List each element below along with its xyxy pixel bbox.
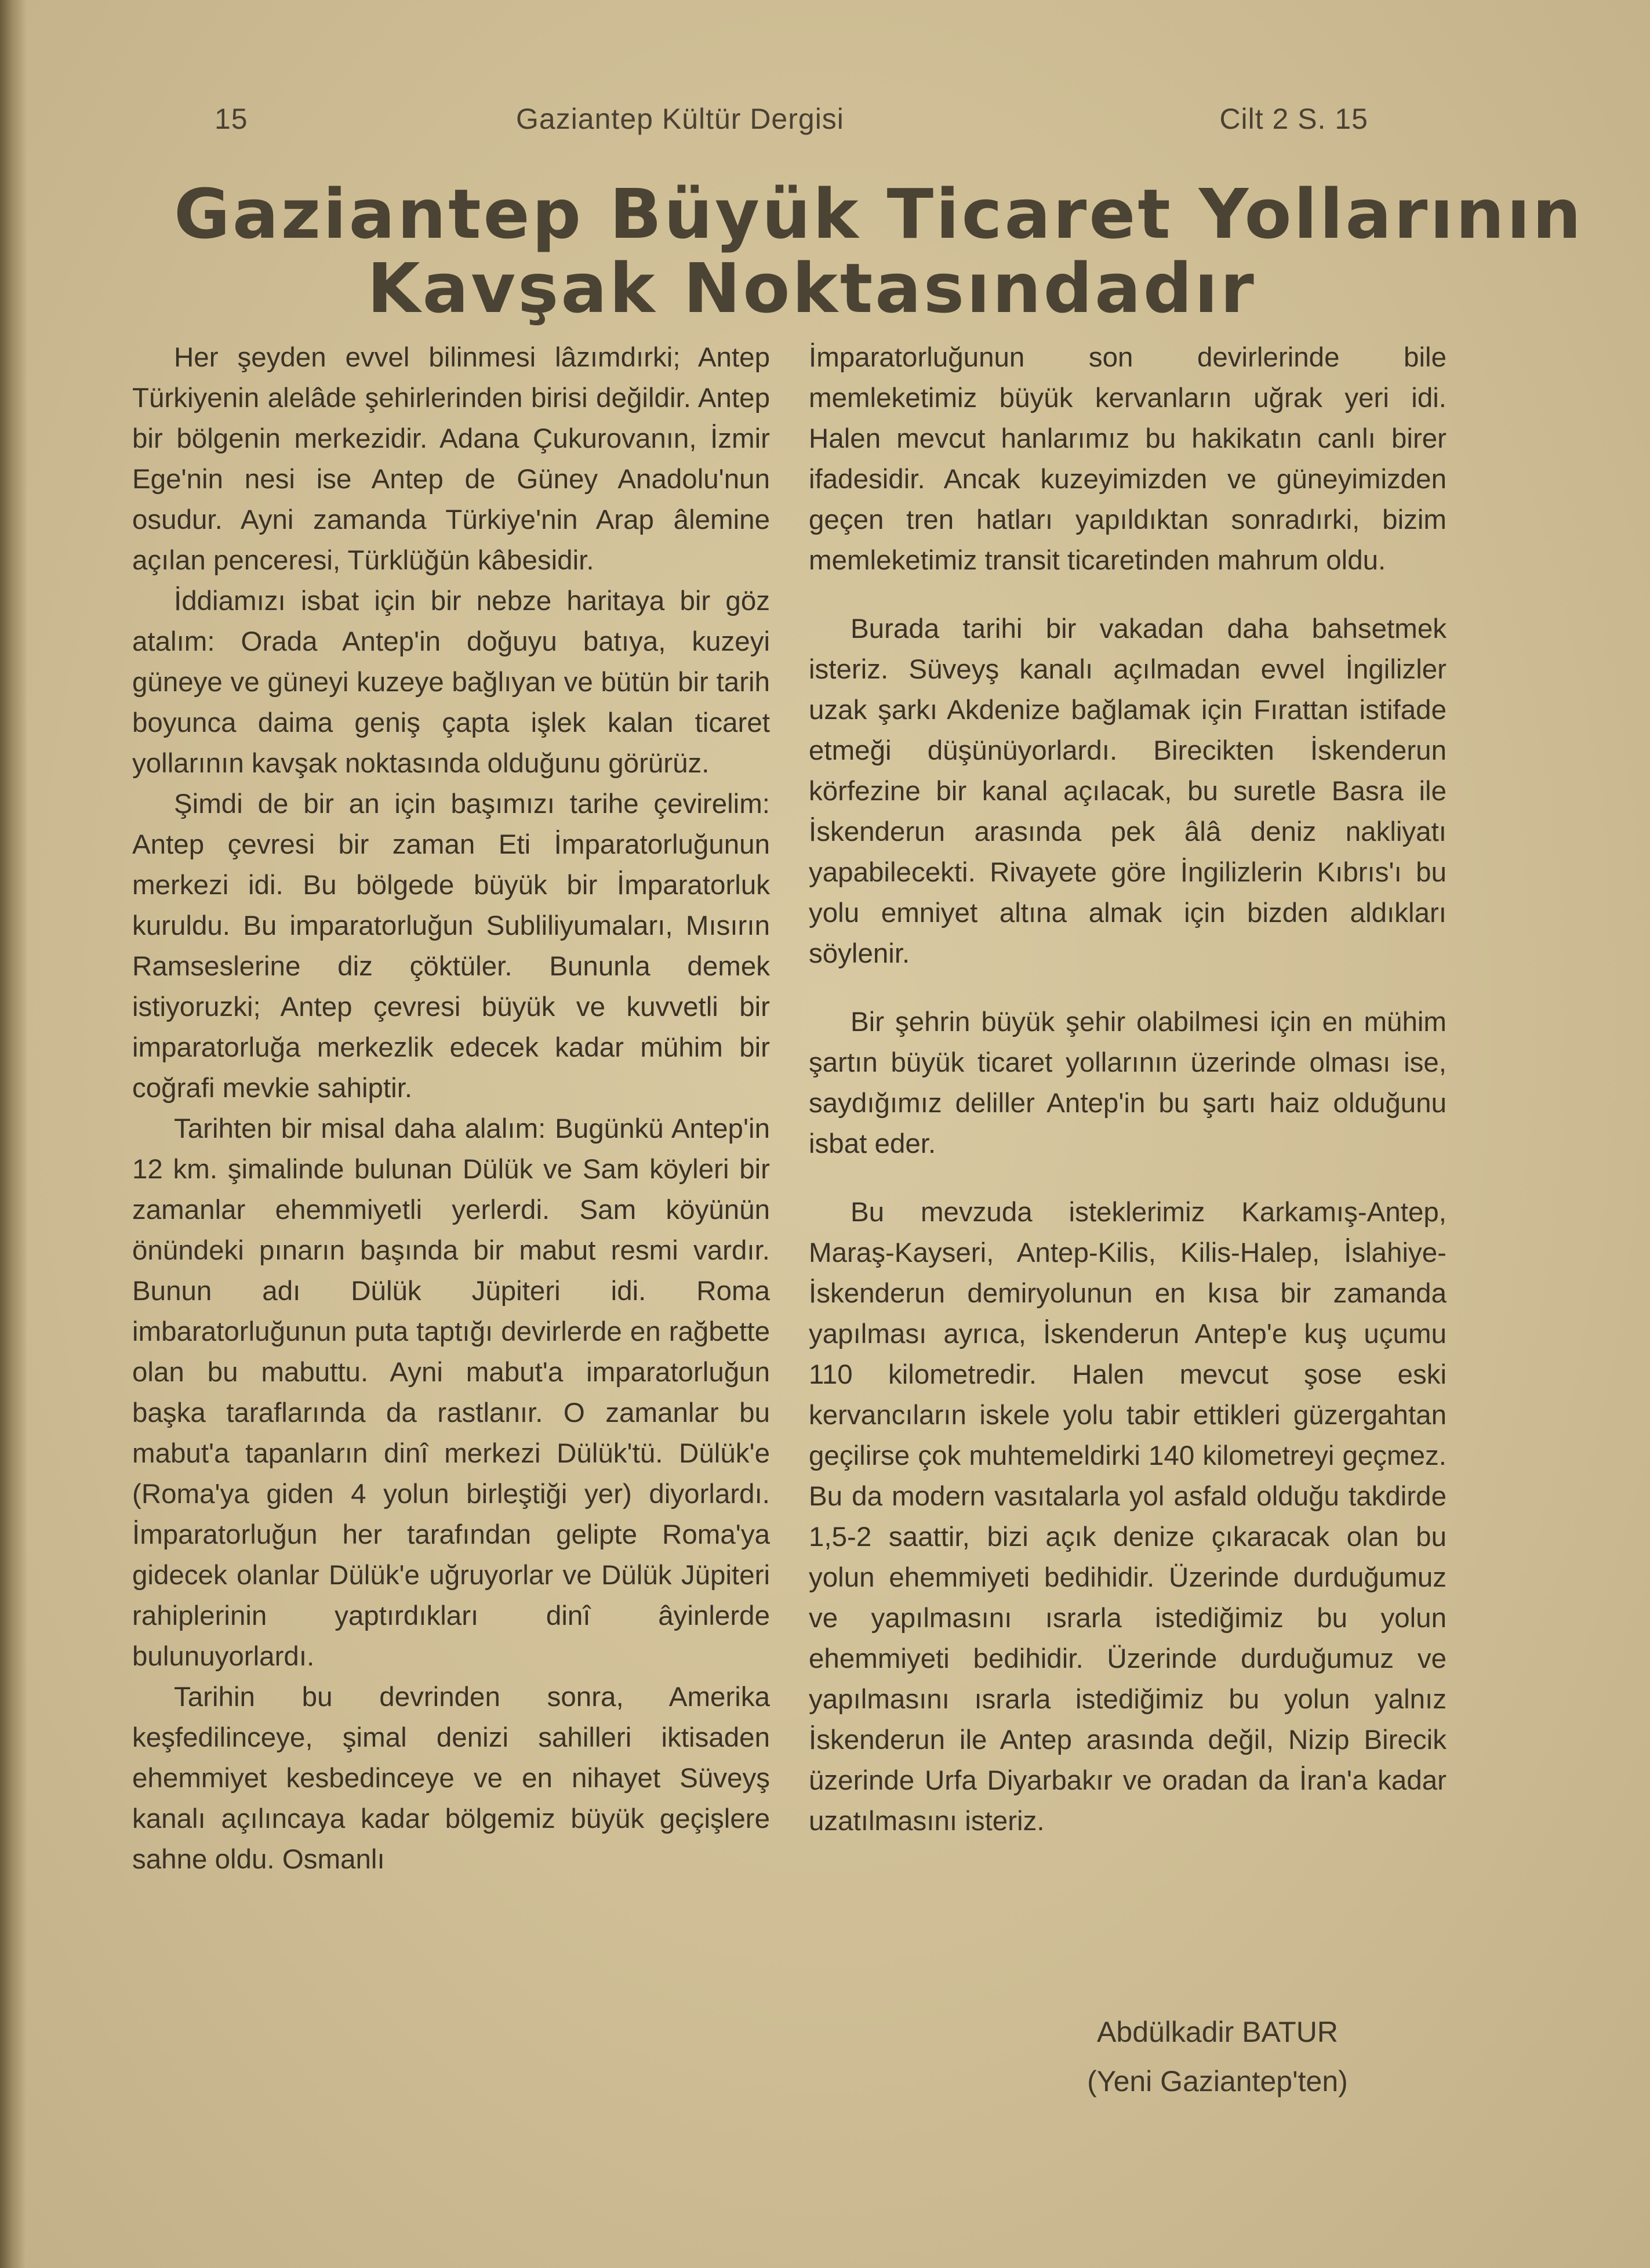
right-column [809, 338, 1447, 1842]
page-spine-shadow [0, 0, 27, 2268]
article-title-line-1: Gaziantep Büyük Ticaret Yollarının [174, 174, 1584, 254]
article-title-line-2: Kavşak Noktasındadır [367, 248, 1256, 328]
paragraph: İddiamızı isbat için bir nebze haritaya bir göz atalım: Orada Antep'in doğuyu batıya, kuzeyi güneye ve güneyi kuzeye bağlıyan ve bütün bir tarih boyunca daima geniş çapta işlek kalan ticaret yollarının kavşak noktasında olduğunu görürüz. [132, 586, 770, 779]
magazine-title: Gaziantep Kültür Dergisi [516, 103, 844, 135]
paragraph: Burada tarihi bir vakadan daha bahsetmek isteriz. Süveyş kanalı açılmadan evvel İngilizler uzak şarkı Akdenize bağlamak için Fırattan istifade etmeği düşünüyorlardı. Birecikten İskenderun körfezine bir kanal açılacak, bu suretle Basra ile İskenderun arasında pek âlâ deniz nakliyatı yapabilecekti. Rivayete göre İngilizlerin Kıbrıs'ı bu yolu emniyet altına almak için bizden aldıkları söylenir. [809, 614, 1447, 969]
paragraph: Bir şehrin büyük şehir olabilmesi için en mühim şartın büyük ticaret yollarının üzerinde olması ise, saydığımız deliller Antep'in bu şartı haiz olduğunu isbat eder. [809, 1007, 1447, 1159]
paragraph: Bu mevzuda isteklerimiz Karkamış-Antep, Maraş-Kayseri, Antep-Kilis, Kilis-Halep, İslahiye-İskenderun demiryolunun en kısa bir zamanda yapılması ayrıca, İskenderun Antep'e kuş uçumu 110 kilometredir. Halen mevcut şose eski kervancıların iskele yolu tabir ettikleri güzergahtan geçilirse çok muhtemeldirki 140 kilometreyi geçmez. Bu da modern vasıtalarla yol asfald olduğu takdirde 1,5-2 saattir, bizi açık denize çıkaracak olan bu yolun ehemmiyeti bedihidir. Üzerinde durduğumuz ve yapılmasını ısrarla istediğimiz bu yolun ehemmiyeti bedihidir. Üzerinde durduğumuz ve yapılmasını ısrarla istediğimiz bu yolun yalnız İskenderun ile Antep arasında değil, Nizip Birecik üzerinde Urfa Diyarbakır ve oradan da İran'a kadar uzatılmasını isteriz. [809, 1197, 1447, 1837]
paragraph: Şimdi de bir an için başımızı tarihe çevirelim: Antep çevresi bir zaman Eti İmparatorluğunun merkezi idi. Bu bölgede büyük bir İmparatorluk kuruldu. Bu imparatorluğun Subliliyumaları, Mısırın Ramseslerine diz çöktüler. Bununla demek istiyoruzki; Antep çevresi büyük ve kuvvetli bir imparatorluğa merkezlik edecek kadar mühim bir coğrafi mevkie sahiptir. [132, 789, 770, 1104]
paragraph: İmparatorluğunun son devirlerinde bile memleketimiz büyük kervanların uğrak yeri idi. Halen mevcut hanlarımız bu hakikatın canlı birer ifadesidir. Ancak kuzeyimizden ve güneyimizden geçen tren hatları yapıldıktan sonradırki, bizim memleketimiz transit ticaretinden mahrum oldu. [809, 342, 1447, 576]
paragraph: Tarihin bu devrinden sonra, Amerika keşfedilinceye, şimal denizi sahilleri iktisaden ehemmiyet kesbedinceye ve en nihayet Süveyş kanalı açılıncaya kadar bölgemiz büyük geçişlere sahne oldu. Osmanlı [132, 1682, 770, 1875]
paragraph: Her şeyden evvel bilinmesi lâzımdırki; Antep Türkiyenin alelâde şehirlerinden birisi değildir. Antep bir bölgenin merkezidir. Adana Çukurovanın, İzmir Ege'nin nesi ise Antep de Güney Anadolu'nun osudur. Ayni zamanda Türkiye'nin Arap âlemine açılan penceresi, Türklüğün kâbesidir. [132, 342, 770, 576]
page-header [215, 102, 1368, 143]
page-number: 15 [215, 103, 248, 135]
volume-issue: Cilt 2 S. 15 [1219, 103, 1368, 135]
source-note: (Yeni Gaziantep'ten) [1087, 2065, 1348, 2098]
paragraph: Tarihten bir misal daha alalım: Bugünkü Antep'in 12 km. şimalinde bulunan Dülük ve Sam köyleri bir zamanlar ehemmiyetli yerlerdi. Sam köyünün önündeki pınarın başında bir mabut resmi vardır. Bunun adı Dülük Jüpiteri idi. Roma imbaratorluğunun puta taptığı devirlerde en rağbette olan bu mabuttu. Ayni mabut'a imparatorluğun başka taraflarında da rastlanır. O zamanlar bu mabut'a tapanların dinî merkezi Dülük'tü. Dülük'e (Roma'ya giden 4 yolun birleştiği yer) diyorlardı. İmparatorluğun her tarafından gelipte Roma'ya gidecek olanlar Dülük'e uğruyorlar ve Dülük Jüpiteri rahiplerinin yaptırdıkları dinî âyinlerde bulunuyorlardı. [132, 1113, 770, 1672]
left-column [132, 338, 770, 1880]
author-signature: Abdülkadir BATUR [1097, 2016, 1338, 2048]
